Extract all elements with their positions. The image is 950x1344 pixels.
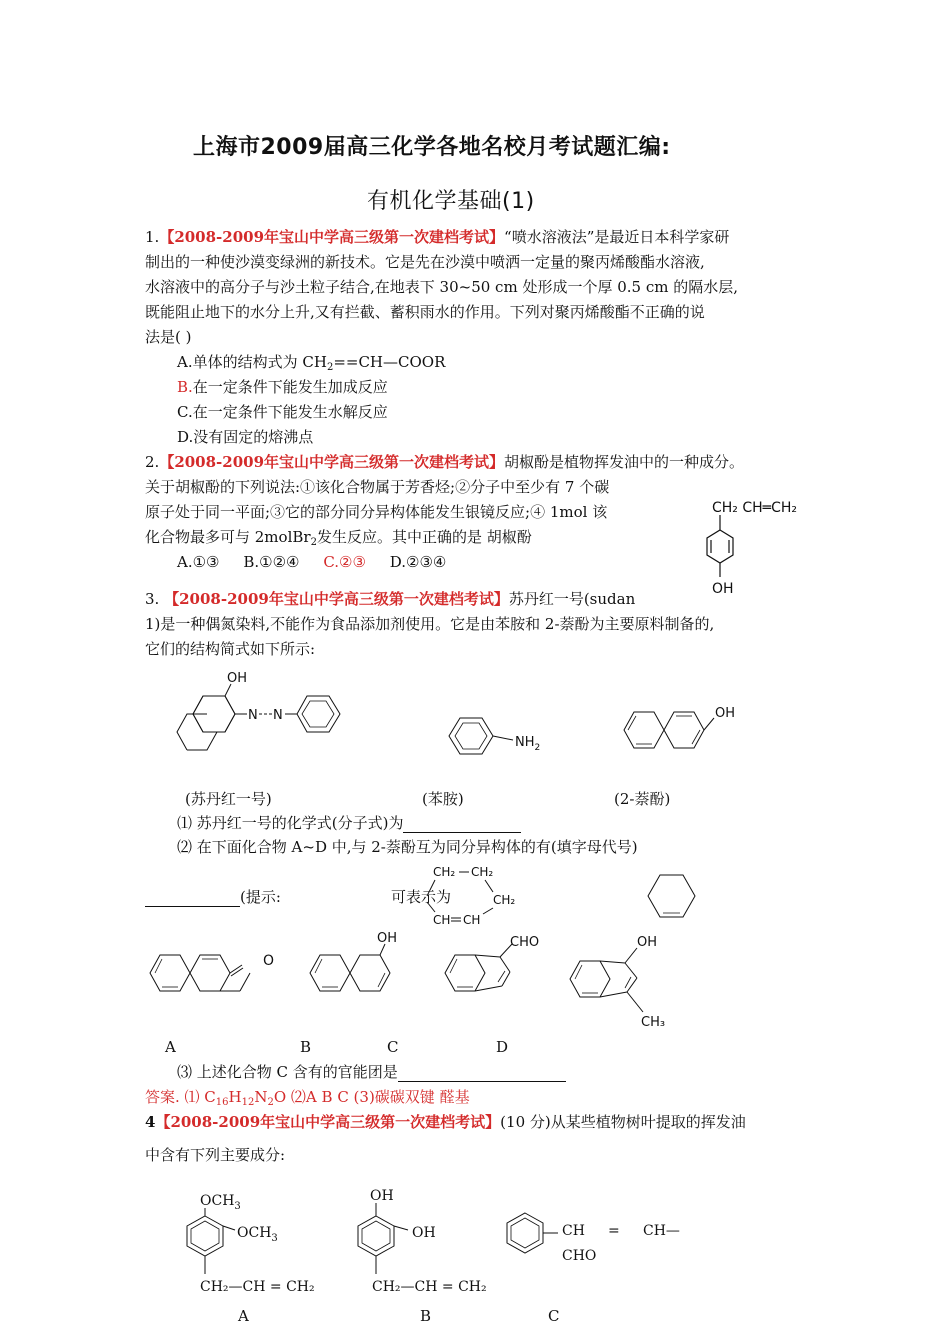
label-sudan: (苏丹红一号): [185, 790, 272, 808]
aniline-nh2: $NH_2$: [515, 735, 541, 753]
compound-d-ch3: CH₃: [641, 1015, 666, 1030]
q4-label-b: B: [420, 1307, 432, 1325]
hint-ring-structure: [425, 862, 525, 932]
q1-option-d: D.没有固定的熔沸点: [177, 428, 314, 446]
sudan-n1: N: [248, 708, 258, 723]
q1-option-b: B.在一定条件下能发生加成反应: [177, 378, 388, 396]
q3-line3: 它们的结构简式如下所示:: [145, 640, 316, 658]
chavicol-structure: [700, 495, 830, 605]
q4b-oh2: OH: [412, 1225, 436, 1241]
q2-line2: 关于胡椒酚的下列说法:①该化合物属于芳香烃;②分子中至少有 7 个碳: [145, 478, 610, 496]
ring-ch2-c: CH₂: [493, 893, 516, 907]
q2-source: 【2008-2009年宝山中学高三级第一次建档考试】: [159, 453, 505, 471]
compound-c-structure: [440, 930, 560, 1010]
label-compound-d: D: [496, 1038, 509, 1056]
q3-sub3: ⑶ 上述化合物 C 含有的官能团是: [177, 1062, 566, 1082]
cyclohexene-structure: [645, 872, 705, 922]
q1-line2: 制出的一种使沙漠变绿洲的新技术。它是先在沙漠中喷洒一定量的聚丙烯酸酯水溶液,: [145, 253, 705, 271]
q4c-ch: CH: [562, 1223, 585, 1239]
sudan-structure: [175, 670, 360, 770]
q4a-och3-2: $OCH_3$: [237, 1225, 278, 1244]
q3-sub2: ⑵ 在下面化合物 A~D 中,与 2-萘酚互为同分异构体的有(填字母代号): [177, 838, 638, 856]
ring-ch-a: CH: [433, 913, 451, 927]
q4a-chain: CH₂—CH = CH₂: [200, 1279, 315, 1295]
q4c-cho: CHO: [562, 1248, 597, 1264]
q3-sub1: ⑴ 苏丹红一号的化学式(分子式)为: [177, 813, 521, 833]
chavicol-chain-label: CH₂ CH═CH₂: [712, 500, 798, 516]
ring-ch-b: CH: [463, 913, 481, 927]
compound-b-oh: OH: [377, 931, 398, 946]
label-naphthol: (2-萘酚): [614, 790, 671, 808]
q4a-och3-1: $OCH_3$: [200, 1193, 241, 1212]
q1-line5: 法是( ): [145, 328, 192, 346]
q4-source: 【2008-2009年宝山中学高三级第一次建档考试】: [155, 1113, 501, 1131]
q1-option-a: A.单体的结构式为 $CH_2==CH—COOR$: [177, 353, 446, 373]
compound-d-structure: [565, 930, 685, 1030]
q4-line2: 中含有下列主要成分:: [145, 1146, 286, 1164]
q3-source: 【2008-2009年宝山中学高三级第一次建档考试】: [164, 590, 509, 608]
q2-line1: 2.【2008-2009年宝山中学高三级第一次建档考试】胡椒酚是植物挥发油中的一种成分。: [145, 453, 745, 471]
q1-line1: 1.【2008-2009年宝山中学高三级第一次建档考试】“喷水溶液法”是最近日本科学家研: [145, 228, 730, 246]
label-compound-a: A: [165, 1038, 176, 1056]
answer-blank-2[interactable]: [145, 890, 240, 907]
ring-ch2-b: CH₂: [471, 865, 494, 879]
q4b-chain: CH₂—CH = CH₂: [372, 1279, 487, 1295]
naphthol-structure: [618, 700, 748, 770]
q4-compound-c-structure: [500, 1205, 700, 1275]
naphthol-oh: OH: [715, 706, 736, 721]
q3-hint-line: (提示:: [145, 887, 281, 907]
q2-options: A.①③ B.①②④ C.②③ D.②③④: [177, 553, 447, 571]
compound-b-structure: [305, 930, 425, 1010]
q1-line4: 既能阻止地下的水分上升,又有拦截、蓄积雨水的作用。下列对聚丙烯酸酯不正确的说: [145, 303, 705, 321]
q4-label-c: C: [548, 1307, 560, 1325]
q4-line1: 4【2008-2009年宝山中学高三级第一次建档考试】(10 分)从某些植物树叶提取的挥发油: [145, 1113, 746, 1131]
q3-answer: 答案. ⑴ $C_{16}H_{12}N_2O$ ⑵A B C (3)碳碳双键 醛基: [145, 1088, 470, 1108]
sudan-oh: OH: [227, 671, 248, 686]
answer-blank-1[interactable]: [403, 816, 521, 833]
sudan-n2: N: [273, 708, 283, 723]
q3-line1: 3. 【2008-2009年宝山中学高三级第一次建档考试】苏丹红一号(sudan: [145, 590, 636, 608]
compound-c-cho: CHO: [510, 935, 540, 950]
label-compound-c: C: [387, 1038, 399, 1056]
q4b-oh1: OH: [370, 1188, 394, 1204]
ring-ch2-a: CH₂: [433, 865, 456, 879]
page-subtitle: 有机化学基础(1): [367, 189, 535, 214]
aniline-structure: [445, 712, 555, 772]
label-aniline: (苯胺): [422, 790, 464, 808]
answer-blank-3[interactable]: [398, 1065, 566, 1082]
page-title: 上海市2009届高三化学各地名校月考试题汇编:: [193, 135, 671, 160]
compound-d-oh: OH: [637, 935, 658, 950]
label-compound-b: B: [300, 1038, 312, 1056]
q1-line3: 水溶液中的高分子与沙土粒子结合,在地表下 30~50 cm 处形成一个厚 0.5 cm 的隔水层,: [145, 278, 738, 296]
compound-a-o: O: [263, 953, 275, 969]
q4c-ch2: CH—: [643, 1223, 680, 1239]
q1-source: 【2008-2009年宝山中学高三级第一次建档考试】: [159, 228, 505, 246]
compound-a-structure: [145, 930, 280, 1010]
q2-line3: 原子处于同一平面;③它的部分同分异构体能发生银镜反应;④ 1mol 该: [145, 503, 608, 521]
q1-option-c: C.在一定条件下能发生水解反应: [177, 403, 388, 421]
hint-represent: 可表示为: [391, 888, 452, 906]
q4c-eq: =: [608, 1223, 620, 1239]
chavicol-oh-label: OH: [712, 581, 734, 597]
q3-line2: 1)是一种偶氮染料,不能作为食品添加剂使用。它是由苯胺和 2-萘酚为主要原料制备的,: [145, 615, 715, 633]
q2-line4: 化合物最多可与 2molBr$_2$发生反应。其中正确的是 胡椒酚: [145, 528, 532, 548]
q4-label-a: A: [238, 1307, 249, 1325]
q4-compound-a-structure: [180, 1188, 315, 1298]
q4-compound-b-structure: [350, 1182, 500, 1298]
